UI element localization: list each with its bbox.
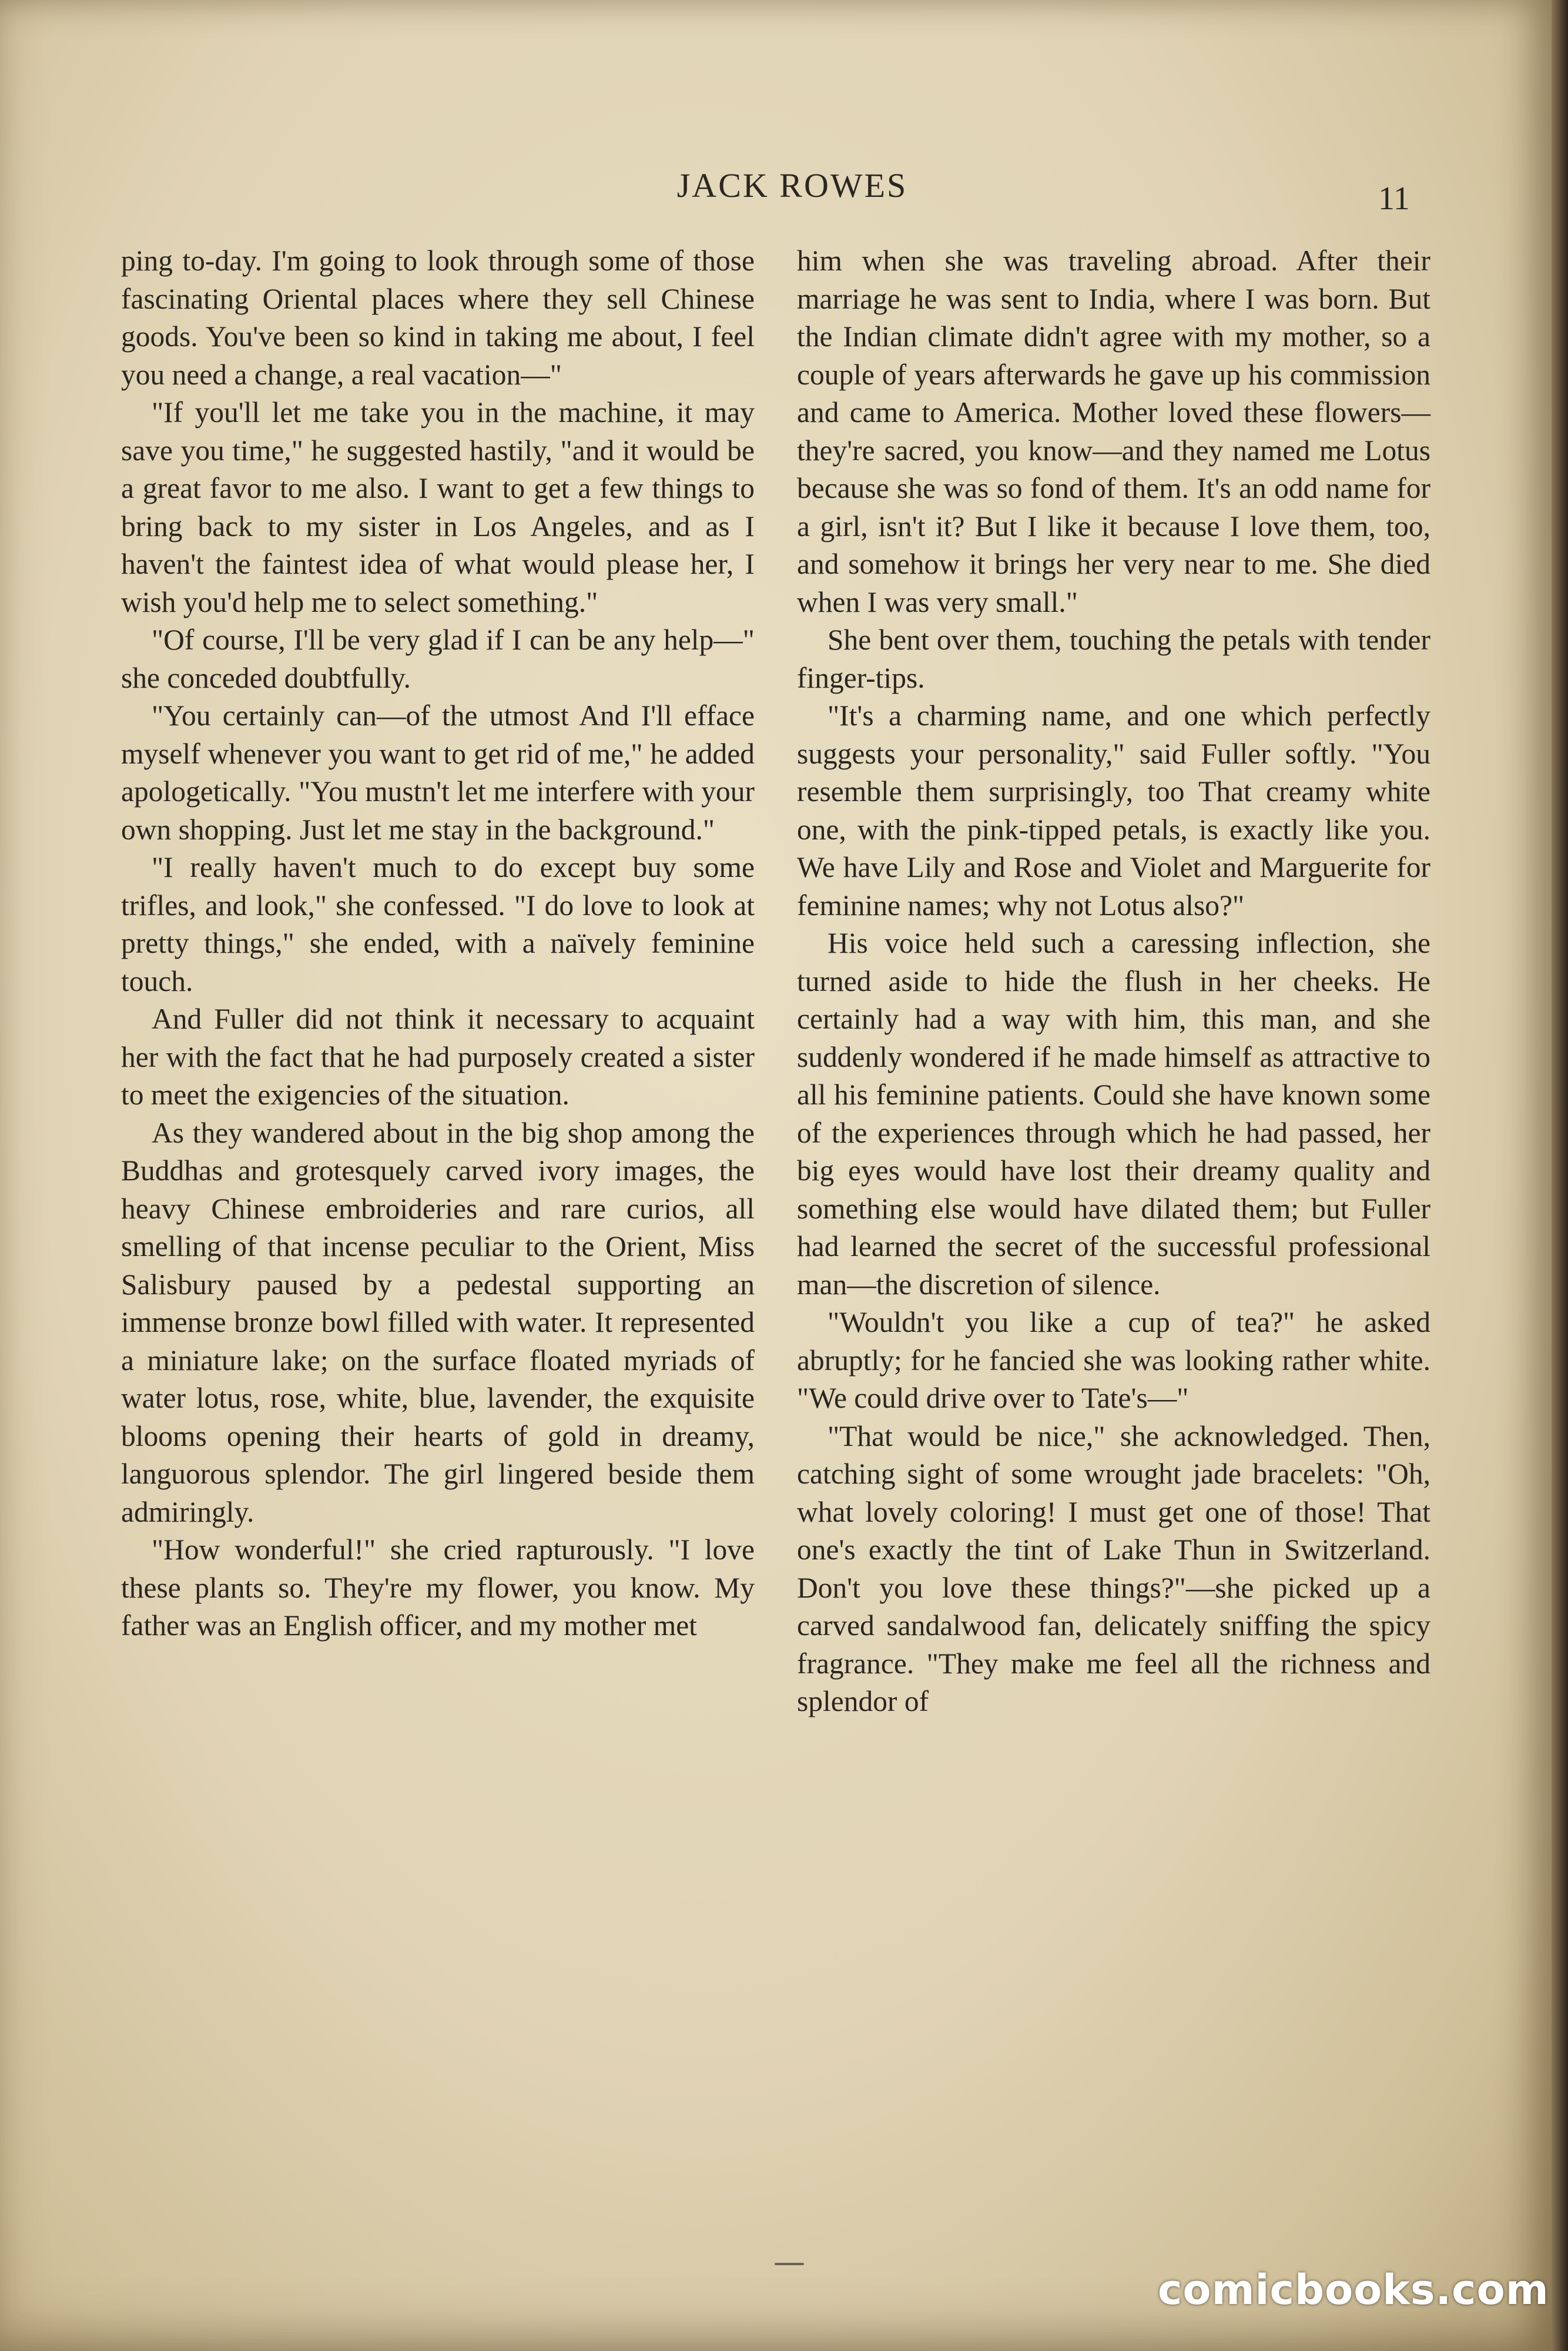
paragraph: She bent over them, touching the petals with tender finger-tips. [797, 624, 1430, 694]
paragraph: His voice held such a caressing inflection, she turned aside to hide the flush in her cheeks. He certainly had a way with him, this man, and she suddenly wondered if he made himself as attractive to all his feminine patients. Could she have known some of the experiences through which he had passed, her big eyes would have lost their dreamy quality and something else would have dilated them; but Fuller had learned the secret of the successful professional man—the discretion of silence. [797, 927, 1430, 1301]
paragraph: "How wonderful!" she cried rapturously. "I love these plants so. They're my flower, you know. My father was an English officer, and my mother met [121, 1533, 755, 1642]
paragraph: "If you'll let me take you in the machine, it may save you time," he suggested hastily, "and it would be a great favor to me also. I want to get a few things to bring back to my sister in Los Angeles, and as I haven't the faintest idea of what would please her, I wish you'd help me to select something." [121, 396, 755, 618]
paragraph: "I really haven't much to do except buy some trifles, and look," she confessed. "I do love to look at pretty things," she ended, with a naïvely feminine touch. [121, 851, 755, 997]
footer-dash [775, 2263, 804, 2265]
running-header: JACK ROWES [676, 166, 908, 205]
page-number: 11 [1378, 180, 1410, 217]
paragraph: "Wouldn't you like a cup of tea?" he asked abruptly; for he fancied she was looking rather white. "We could drive over to Tate's—" [797, 1306, 1430, 1414]
paragraph: "Of course, I'll be very glad if I can be any help—" she conceded doubtfully. [121, 624, 755, 694]
watermark-text: comicbooks.com [1158, 2266, 1549, 2314]
paragraph: "It's a charming name, and one which perfectly suggests your personality," said Fuller softly. "You resemble them surprisingly, too That creamy white one, with the pink-tipped petals, is exactly like you. We have Lily and Rose and Violet and Marguerite for feminine names; why not Lotus also?" [797, 699, 1430, 922]
paragraph: "That would be nice," she acknowledged. Then, catching sight of some wrought jade bracelets: "Oh, what lovely coloring! I must get one of those! That one's exactly the tint of Lake Thun in Switzerland. Don't you love these things?"—she picked up a carved sandalwood fan, delicately sniffing the spicy fragrance. "They make me feel all the richness and splendor of [797, 1419, 1430, 1717]
paragraph: him when she was traveling abroad. After their marriage he was sent to India, where I was born. But the Indian climate didn't agree with my mother, so a couple of years afterwards he gave up his commission and came to America. Mother loved these flowers—they're sacred, you know—and they named me Lotus because she was so fond of them. It's an odd name for a girl, isn't it? But I like it because I love them, too, and somehow it brings her very near to me. She died when I was very small." [797, 245, 1430, 618]
right-column [797, 242, 1430, 1721]
paragraph: "You certainly can—of the utmost And I'll efface myself whenever you want to get rid of me," he added apologetically. "You mustn't let me interfere with your own shopping. Just let me stay in the background." [121, 699, 755, 846]
paragraph: And Fuller did not think it necessary to acquaint her with the fact that he had purposely created a sister to meet the exigencies of the situation. [121, 1003, 755, 1111]
paragraph: As they wandered about in the big shop among the Buddhas and grotesquely carved ivory images, the heavy Chinese embroideries and rare curios, all smelling of that incense peculiar to the Orient, Miss Salisbury paused by a pedestal supporting an immense bronze bowl filled with water. It represented a miniature lake; on the surface floated myriads of water lotus, rose, white, blue, lavender, the exquisite blooms opening their hearts of gold in dreamy, languorous splendor. The girl lingered beside them admiringly. [121, 1116, 755, 1528]
paragraph: ping to-day. I'm going to look through some of those fascinating Oriental places where they sell Chinese goods. You've been so kind in taking me about, I feel you need a change, a real vacation—" [121, 245, 755, 391]
left-column [121, 242, 755, 1645]
page-edge [1552, 0, 1568, 2351]
